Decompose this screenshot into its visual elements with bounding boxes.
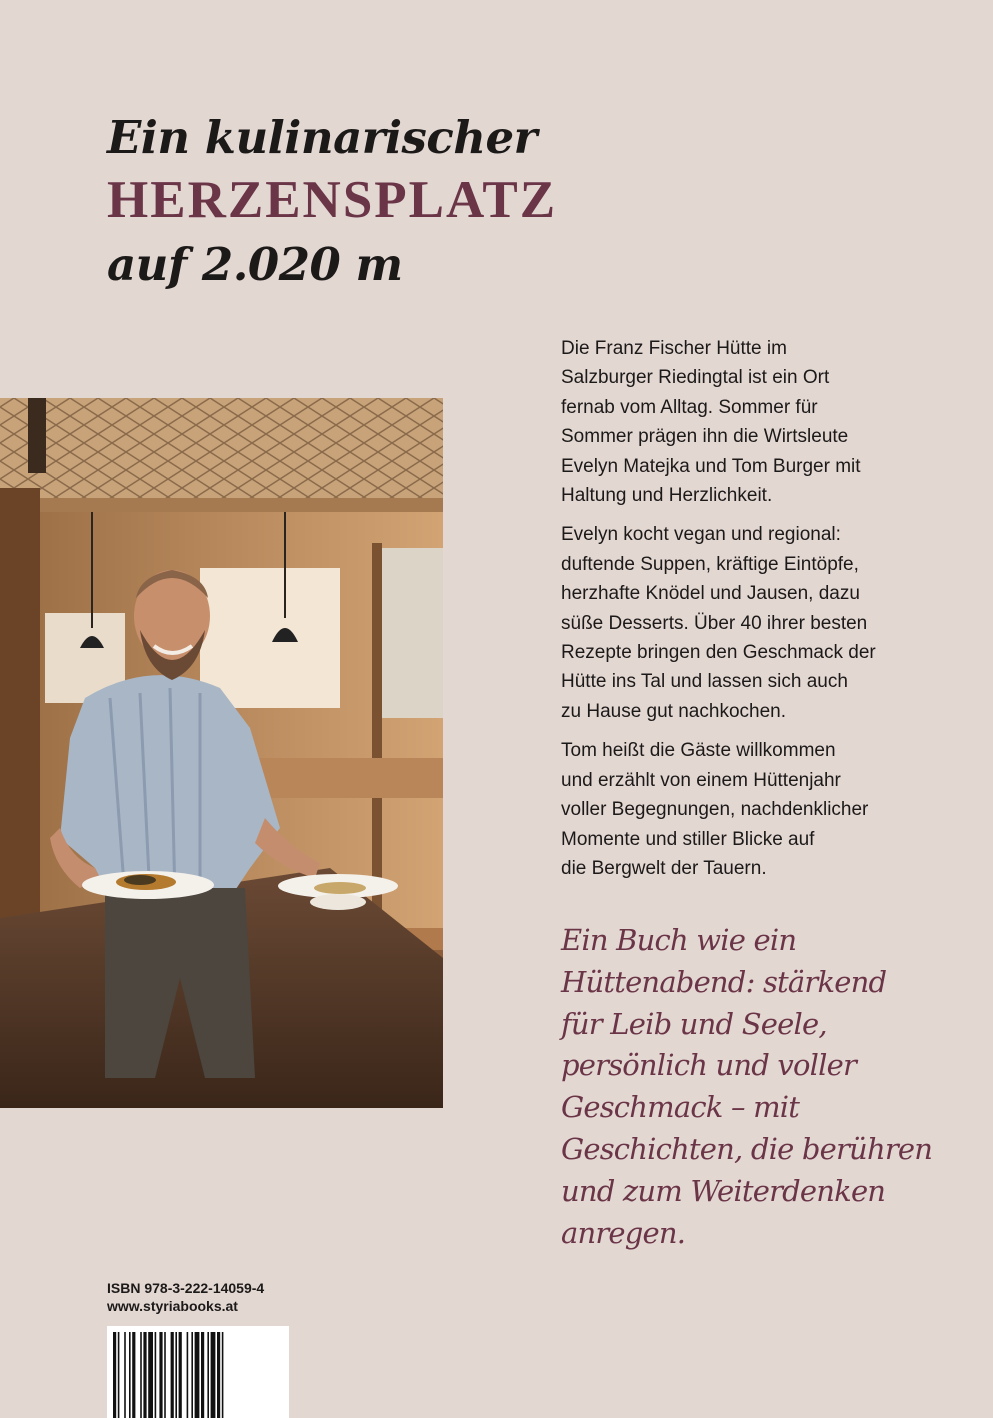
publisher-website: www.styriabooks.at (107, 1298, 238, 1314)
isbn-number: ISBN 978-3-222-14059-4 (107, 1280, 265, 1296)
description-text (561, 334, 941, 893)
headline (107, 108, 667, 298)
description-paragraph-1: Die Franz Fischer Hütte im Salzburger Riedingtal ist ein Ort fernab vom Alltag. Sommer für Sommer prägen ihn die Wirtsleute Evelyn Matejka und Tom Burger mit Haltung und Herzlichkeit. (561, 338, 861, 507)
headline-line-2: HERZENSPLATZ (107, 171, 558, 229)
headline-line-3: auf 2.020 m (107, 238, 403, 291)
isbn-barcode (107, 1326, 289, 1418)
description-paragraph-3: Tom heißt die Gäste willkommen und erzählt von einem Hüttenjahr voller Begegnungen, nachdenklicher Momente und stiller Blicke auf die Bergwelt der Tauern. (561, 740, 869, 879)
cover-photo (0, 398, 443, 1108)
pull-quote: Ein Buch wie ein Hüttenabend: stärkend für Leib und Seele, persönlich und voller Geschmack – mit Geschichten, die berühren und zum Weiterdenken anregen. (561, 923, 933, 1250)
headline-line-1: Ein kulinarischer (107, 111, 537, 164)
description-paragraph-2: Evelyn kocht vegan und regional: duftende Suppen, kräftige Eintöpfe, herzhafte Knödel und Jausen, dazu süße Desserts. Über 40 ihrer besten Rezepte bringen den Geschmack der Hütte ins Tal und lassen sich auch zu Hause gut nachkochen. (561, 524, 876, 722)
